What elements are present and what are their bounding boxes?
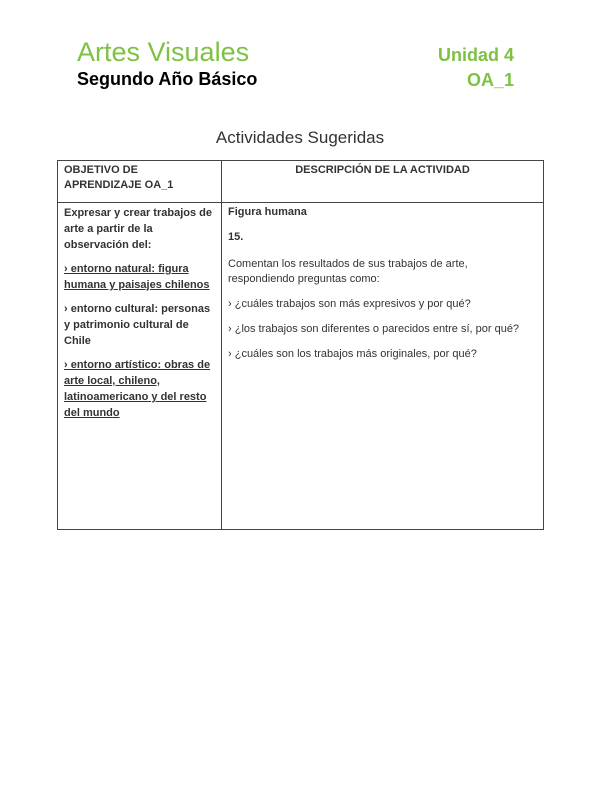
objective-header: OBJETIVO DE APRENDIZAJE OA_1 — [58, 161, 222, 203]
activity-question-1: › ¿cuáles trabajos son más expresivos y por qué? — [228, 298, 471, 310]
activity-cell — [222, 203, 544, 530]
document-header-left — [77, 36, 257, 90]
objective-intro: Expresar y crear trabajos de arte a partir de la observación del: — [64, 207, 212, 251]
unit-label: Unidad 4 — [437, 45, 514, 65]
description-header: DESCRIPCIÓN DE LA ACTIVIDAD — [222, 161, 544, 203]
activity-question-3: › ¿cuáles son los trabajos más originales, por qué? — [228, 348, 477, 360]
objective-item-artistic: › entorno artístico: obras de arte local, chileno, latinoamericano y del resto del mundo — [64, 359, 211, 419]
section-title: Actividades Sugeridas — [215, 128, 385, 147]
activity-number: 15. — [228, 231, 244, 243]
document-header-right — [438, 44, 514, 92]
grade-title: Segundo Año Básico — [77, 69, 258, 89]
subject-title: Artes Visuales — [77, 37, 250, 67]
objective-item-natural: › entorno natural: figura humana y paisajes chilenos — [64, 263, 210, 291]
objective-item-cultural: › entorno cultural: personas y patrimonio cultural de Chile — [64, 303, 211, 347]
objective-cell — [58, 203, 222, 530]
oa-label: OA_1 — [466, 70, 514, 90]
activity-intro: Comentan los resultados de sus trabajos de arte, respondiendo preguntas como: — [228, 258, 468, 285]
table-body-row — [58, 203, 544, 530]
activity-title: Figura humana — [228, 206, 307, 218]
activity-question-2: › ¿los trabajos son diferentes o parecidos entre sí, por qué? — [228, 323, 520, 335]
table-header-row — [58, 161, 544, 203]
activity-table — [57, 160, 544, 530]
